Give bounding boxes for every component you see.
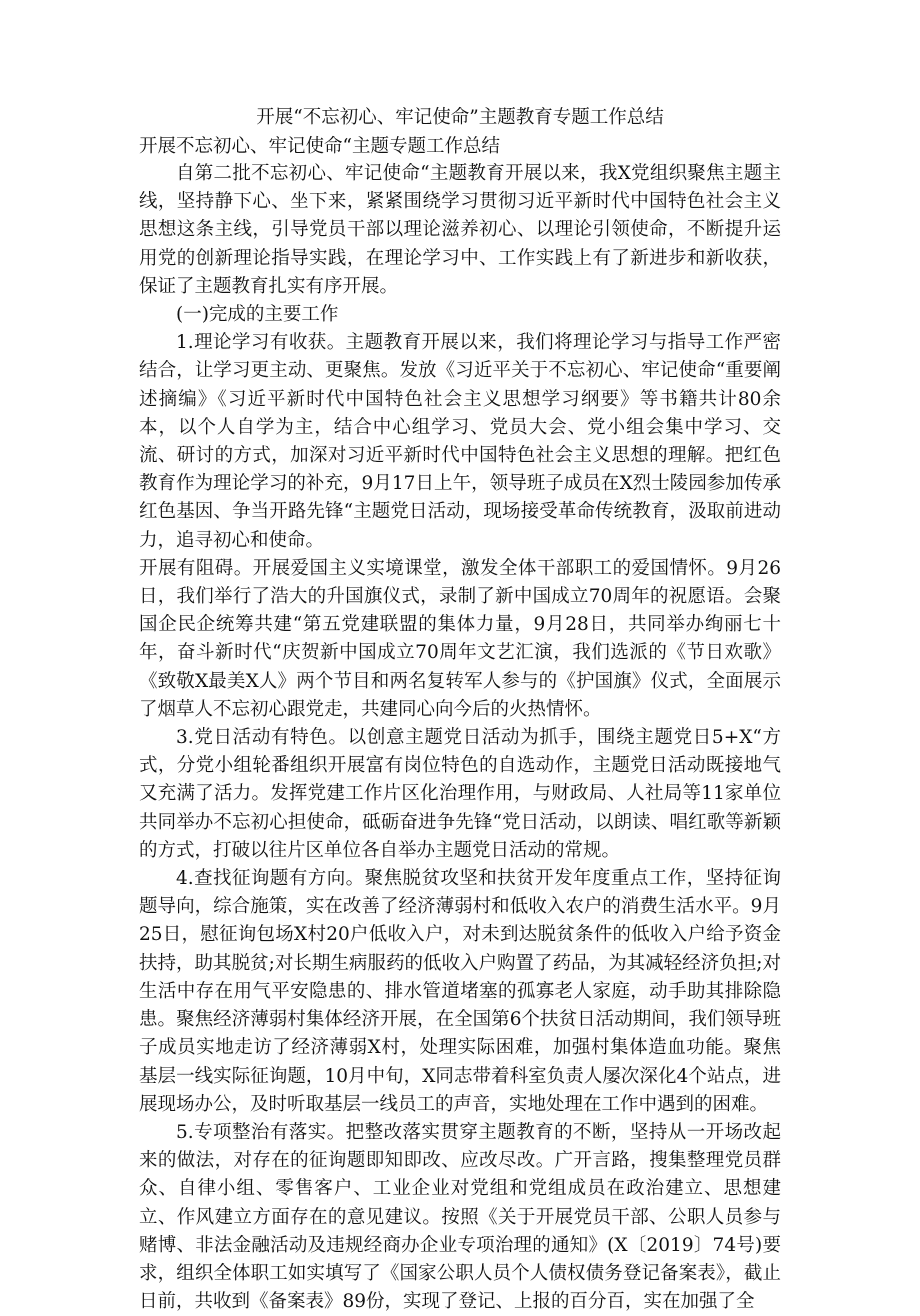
- paragraph-item-1: 1.理论学习有收获。主题教育开展以来，我们将理论学习与指导工作严密结合，让学习更主动、更聚焦。发放《习近平关于不忘初心、牢记使命“重要阐述摘编》《习近平新时代中国特色社会主义思想学习纲要》等书籍共计80余本，以个人自学为主，结合中心组学习、党员大会、党小组会集中学习、交流、研讨的方式，加深对习近平新时代中国特色社会主义思想的理解。把红色教育作为理论学习的补充，9月17日上午，领导班子成员在X烈士陵园参加传承红色基因、争当开路先锋“主题党日活动，现场接受革命传统教育，汲取前进动力，追寻初心和使命。: [139, 332, 781, 551]
- document-subtitle: 开展不忘初心、牢记使命“主题专题工作总结: [139, 136, 500, 157]
- paragraph-item-4: 4.查找征询题有方向。聚焦脱贫攻坚和扶贫开发年度重点工作，坚持征询题导向，综合施策，实在改善了经济薄弱村和低收入农户的消费生活水平。9月25日，慰征询包场X村20户低收入户，对未到达脱贫条件的低收入户给予资金扶持，助其脱贫;对长期生病服药的低收入户购置了药品，为其减轻经济负担;对生活中存在用气平安隐患的、排水管道堵塞的孤寡老人家庭，动手助其排除隐患。聚焦经济薄弱村集体经济开展，在全国第6个扶贫日活动期间，我们领导班子成员实地走访了经济薄弱X村，处理实际困难，加强村集体造血功能。聚焦基层一线实际征询题，10月中旬，X同志带着科室负责人屡次深化4个站点，进展现场办公，及时听取基层一线员工的声音，实地处理在工作中遇到的困难。: [139, 868, 781, 1115]
- paragraph-item-2: 开展有阻碍。开展爱国主义实境课堂，激发全体干部职工的爱国情怀。9月26日，我们举行了浩大的升国旗仪式，录制了新中国成立70周年的祝愿语。会聚国企民企统筹共建“第五党建联盟的集体力量，9月28日，共同举办绚丽七十年，奋斗新时代“庆贺新中国成立70周年文艺汇演，我们选派的《节日欢歌》《致敬X最美X人》两个节目和两名复转军人参与的《护国旗》仪式，全面展示了烟草人不忘初心跟党走，共建同心向今后的火热情怀。: [139, 557, 781, 720]
- document-title: 开展“不忘初心、牢记使命”主题教育专题工作总结: [256, 107, 664, 128]
- paragraph-intro: 自第二批不忘初心、牢记使命“主题教育开展以来，我X党组织聚焦主题主线，坚持静下心、坐下来，紧紧围绕学习贯彻习近平新时代中国特色社会主义思想这条主线，引导党员干部以理论滋养初心、以理论引领使命，不断提升运用党的创新理论指导实践，在理论学习中、工作实践上有了新进步和新收获，保证了主题教育扎实有序开展。: [139, 163, 781, 297]
- section-heading: (一)完成的主要工作: [176, 304, 339, 326]
- paragraph-item-3: 3.党日活动有特色。以创意主题党日活动为抓手，围绕主题党日5+X“方式，分党小组轮番组织开展富有岗位特色的自选动作，主题党日活动既接地气又充满了活力。发挥党建工作片区化治理作用，与财政局、人社局等11家单位共同举办不忘初心担使命，砥砺奋进争先锋“党日活动，以朗读、唱红歌等新颖的方式，打破以往片区单位各自举办主题党日活动的常规。: [139, 727, 781, 861]
- paragraph-item-5: 5.专项整治有落实。把整改落实贯穿主题教育的不断，坚持从一开场改起来的做法，对存在的征询题即知即改、应改尽改。广开言路，搜集整理党员群众、自律小组、零售客户、工业企业对党组和党组成员在政治建立、思想建立、作风建立方面存在的意见建议。按照《关于开展党员干部、公职人员参与赌博、非法金融活动及违规经商办企业专项治理的通知》(X〔2019〕74号)要求，组织全体职工如实填写了《国家公职人员个人债权债务登记备案表》，截止日前，共收到《备案表》89份，实现了登记、上报的百分百，实在加强了全: [139, 1121, 781, 1313]
- document-body: [139, 160, 781, 1316]
